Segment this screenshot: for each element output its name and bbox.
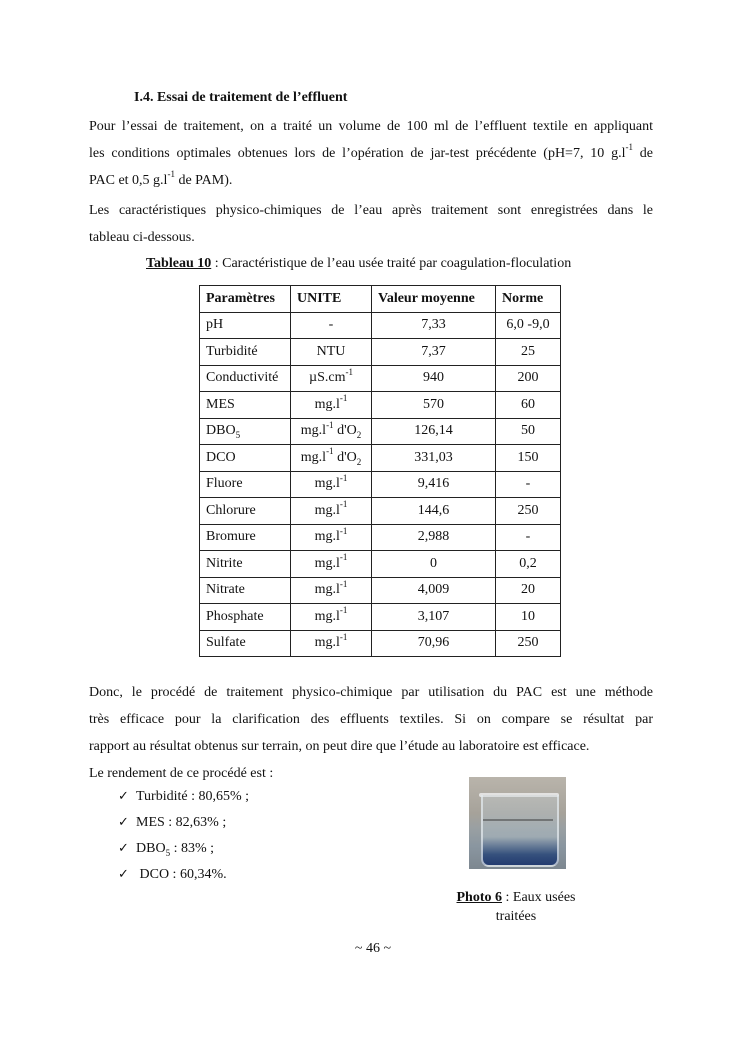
value-cell: 9,416 [372,471,496,498]
checkmark-icon: ✓ [118,867,129,882]
value-cell: 940 [372,365,496,392]
table-row [200,365,561,392]
table-row [200,445,561,472]
param-cell: Nitrate [200,577,291,604]
conclusion-line-1: Donc, le procédé de traitement physico-chimique par utilisation du PAC est une méthode [89,685,653,700]
conclusion-paragraph [89,679,653,787]
unit-cell: $mg.l^{-1}$ [291,524,372,551]
table-caption-text: : Caractéristique de l’eau usée traité par coagulation-floculation [211,256,572,271]
norme-cell: 0,2 [496,551,561,578]
param-cell: Nitrite [200,551,291,578]
table-caption-label: Tableau 10 [146,256,212,271]
table-row [200,392,561,419]
table-header-row [200,286,561,313]
norme-cell: 150 [496,445,561,472]
norme-cell: 250 [496,498,561,525]
unit-cell: $mg.l^{-1}$ $d'O_2$ [291,418,372,445]
value-cell: 4,009 [372,577,496,604]
intro-line-2: les conditions optimales obtenues lors de l’opération de jar-test précédente (pH=7, 10 $g.l^{-1}$ de [89,142,653,161]
table-row [200,604,561,631]
param-cell: Turbidité [200,339,291,366]
table-row [200,524,561,551]
checkmark-icon: ✓ [118,841,129,856]
photo-caption: Photo 6 : Eaux usées traitées [456,890,576,924]
unit-cell: $mg.l^{-1}$ [291,630,372,657]
value-cell: 3,107 [372,604,496,631]
value-cell: 0 [372,551,496,578]
conclusion-line-3: rapport au résultat obtenus sur terrain, on peut dire que l’étude au laboratoire est efficace. [89,739,590,754]
intro-line-1: Pour l’essai de traitement, on a traité un volume de 100 ml de l’effluent textile en appliquant [89,119,653,134]
intro-paragraph [89,113,653,194]
header-cell: Valeur moyenne [372,286,496,313]
param-cell: Sulfate [200,630,291,657]
param-cell: $DBO_5$ [200,418,291,445]
treated-water-photo [469,777,566,869]
table-row [200,577,561,604]
param-cell: MES [200,392,291,419]
norme-cell: 25 [496,339,561,366]
unit-cell: $\mu S.cm^{-1}$ [291,365,372,392]
list-item: ✓ DCO : 60,34%. [118,864,249,890]
conclusion-line-4: Le rendement de ce procédé est : [89,766,274,781]
value-cell: 7,33 [372,312,496,339]
intro-line-4: Les caractéristiques physico-chimiques de l’eau après traitement sont enregistrées dans le [89,203,653,218]
norme-cell: - [496,471,561,498]
intro-line-3: PAC et 0,5 $g.l^{-1}$ de PAM). [89,169,233,188]
table-row [200,551,561,578]
list-item: ✓ Turbidité : 80,65% ; [118,786,249,812]
list-item: ✓ $DBO_5$ : 83% ; [118,838,249,864]
param-cell: Phosphate [200,604,291,631]
norme-cell: 50 [496,418,561,445]
value-cell: 7,37 [372,339,496,366]
norme-cell: 20 [496,577,561,604]
param-cell: Bromure [200,524,291,551]
unit-cell: $mg.l^{-1}$ [291,392,372,419]
header-cell: UNITE [291,286,372,313]
param-cell: Fluore [200,471,291,498]
unit-cell: - [291,312,372,339]
norme-cell: 10 [496,604,561,631]
unit-cell: $mg.l^{-1}$ [291,498,372,525]
results-table [199,285,561,657]
conclusion-line-2: très efficace pour la clarification des effluents textiles. Si on compare se résultat par [89,712,653,727]
norme-cell: 60 [496,392,561,419]
param-cell: Chlorure [200,498,291,525]
header-cell: Norme [496,286,561,313]
unit-cell: NTU [291,339,372,366]
table-row [200,498,561,525]
yield-list [118,786,249,890]
table-row [200,630,561,657]
header-cell: Paramètres [200,286,291,313]
value-cell: 70,96 [372,630,496,657]
norme-cell: 200 [496,365,561,392]
norme-cell: 6,0 -9,0 [496,312,561,339]
list-item: ✓ MES : 82,63% ; [118,812,249,838]
norme-cell: - [496,524,561,551]
photo-caption-label: Photo 6 [456,890,502,905]
unit-cell: $mg.l^{-1}$ [291,551,372,578]
section-heading: I.4. Essai de traitement de l’effluent [134,90,348,105]
intro-line-5: tableau ci-dessous. [89,230,195,245]
value-cell: 570 [372,392,496,419]
table-caption [146,256,571,272]
value-cell: 331,03 [372,445,496,472]
table-row [200,339,561,366]
unit-cell: $mg.l^{-1}$ [291,577,372,604]
param-cell: DCO [200,445,291,472]
unit-cell: $mg.l^{-1}$ [291,471,372,498]
page-number: ~ 46 ~ [354,941,392,956]
value-cell: 2,988 [372,524,496,551]
unit-cell: $mg.l^{-1}$ [291,604,372,631]
param-cell: Conductivité [200,365,291,392]
value-cell: 126,14 [372,418,496,445]
table-row [200,471,561,498]
unit-cell: $mg.l^{-1}$ $d'O_2$ [291,445,372,472]
norme-cell: 250 [496,630,561,657]
table-row [200,418,561,445]
checkmark-icon: ✓ [118,789,129,804]
checkmark-icon: ✓ [118,815,129,830]
param-cell: pH [200,312,291,339]
value-cell: 144,6 [372,498,496,525]
table-row [200,312,561,339]
intro-paragraph-2 [89,197,653,251]
